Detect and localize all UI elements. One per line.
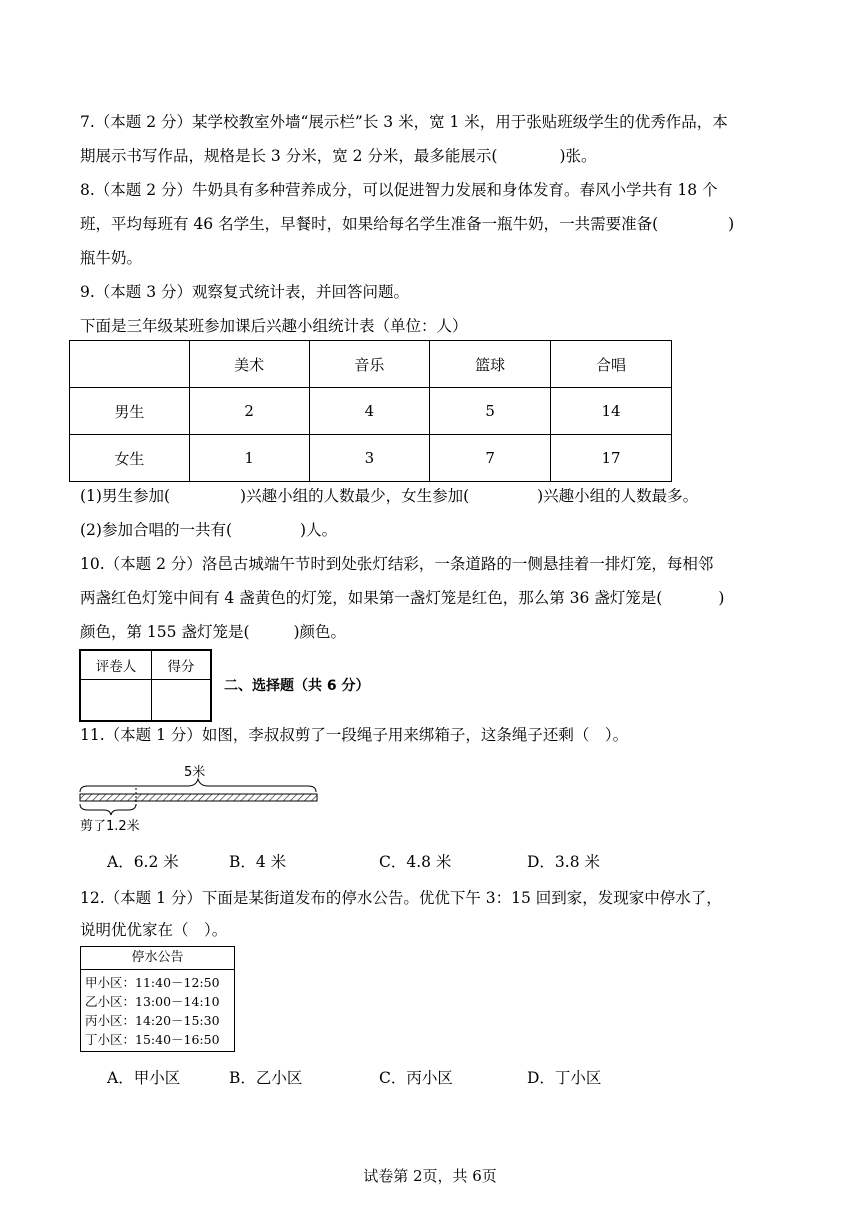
- q12-option-c[interactable]: C．丙小区: [379, 1069, 453, 1087]
- section-2-title: 二、选择题（共 6 分）: [224, 678, 370, 694]
- notice-title: 停水公告: [81, 947, 234, 970]
- table-cell: 4: [309, 388, 430, 435]
- q11-option-d[interactable]: D．3.8 米: [527, 853, 601, 871]
- q11-option-a[interactable]: A．6.2 米: [107, 853, 179, 871]
- q8-text-after-blank: ): [728, 215, 735, 233]
- table-cell: 女生: [70, 435, 190, 482]
- cut-length-brace: [80, 804, 136, 815]
- q11-option-b[interactable]: B．4 米: [229, 853, 287, 871]
- q9-sub-2: [80, 520, 337, 540]
- q10-line-2: [80, 588, 724, 608]
- q7-line-1: 7.（本题 2 分）某学校教室外墙“展示栏”长 3 米，宽 1 米，用于张贴班级学生的优秀作品，本: [80, 113, 728, 131]
- table-cell: 2: [189, 388, 309, 435]
- score-cell[interactable]: [152, 680, 212, 722]
- water-outage-notice: [80, 946, 235, 1052]
- q10-line3-text-b: )颜色。: [293, 623, 347, 641]
- q7-line-2: [80, 146, 597, 166]
- q7-text-before-blank: 期展示书写作品，规格是长 3 分米，宽 2 分米，最多能展示(: [80, 147, 498, 165]
- rope-bar: [80, 794, 317, 801]
- q12-option-d[interactable]: D．丁小区: [527, 1069, 602, 1087]
- q8-line-1: 8.（本题 2 分）牛奶具有多种营养成分，可以促进智力发展和身体发育。春风小学共有 18 个: [80, 181, 718, 199]
- table-cell: 14: [551, 388, 672, 435]
- q10-line3-text-a: 颜色，第 155 盏灯笼是(: [80, 623, 250, 641]
- q11-question: 11.（本题 1 分）如图，李叔叔剪了一段绳子用来绑箱子，这条绳子还剩（ ）。: [80, 726, 629, 744]
- q8-line-2: [80, 214, 734, 234]
- q9-sub1-text-a: (1)男生参加(: [80, 487, 171, 505]
- q9-line-1: 9.（本题 3 分）观察复式统计表，并回答问题。: [80, 283, 410, 301]
- cut-length-label: 剪了1.2米: [80, 819, 140, 834]
- table-cell: 男生: [70, 388, 190, 435]
- table-row: [70, 388, 672, 435]
- table-header-cell: [70, 341, 190, 388]
- table-cell: 7: [430, 435, 551, 482]
- rope-diagram: [76, 760, 326, 835]
- q12-option-b[interactable]: B．乙小区: [229, 1069, 303, 1087]
- table-cell: 17: [551, 435, 672, 482]
- interest-group-table: [69, 340, 672, 482]
- q10-line-3: [80, 622, 346, 642]
- q7-text-after-blank: )张。: [559, 147, 597, 165]
- table-row: [70, 435, 672, 482]
- q9-table-caption: 下面是三年级某班参加课后兴趣小组统计表（单位：人）: [80, 317, 468, 335]
- q9-sub-1: [80, 486, 698, 506]
- q9-sub2-text-a: (2)参加合唱的一共有(: [80, 521, 233, 539]
- notice-row: 丁小区：15:40－16:50: [85, 1032, 220, 1047]
- q10-line-1: 10.（本题 2 分）洛邑古城端午节时到处张灯结彩，一条道路的一侧悬挂着一排灯笼，每相邻: [80, 555, 714, 573]
- table-cell: 1: [189, 435, 309, 482]
- score-header: 得分: [152, 650, 212, 680]
- table-header-cell: 篮球: [430, 341, 551, 388]
- table-header-cell: 美术: [189, 341, 309, 388]
- q9-sub2-text-b: )人。: [300, 521, 338, 539]
- reviewer-cell[interactable]: [80, 680, 152, 722]
- q9-sub1-text-c: )兴趣小组的人数最多。: [537, 487, 699, 505]
- page-footer: 试卷第 2页，共 6页: [363, 1167, 497, 1185]
- table-header-cell: 合唱: [551, 341, 672, 388]
- q10-text-before-blank: 两盏红色灯笼中间有 4 盏黄色的灯笼，如果第一盏灯笼是红色，那么第 36 盏灯笼是(: [80, 589, 663, 607]
- table-header-cell: 音乐: [309, 341, 430, 388]
- notice-row: 乙小区：13:00－14:10: [85, 994, 220, 1009]
- total-length-brace: [80, 779, 316, 792]
- notice-row: 丙小区：14:20－15:30: [85, 1013, 220, 1028]
- table-cell: 5: [430, 388, 551, 435]
- score-box: [79, 649, 212, 722]
- reviewer-header: 评卷人: [80, 650, 152, 680]
- total-length-label: 5米: [184, 765, 206, 780]
- q12-line-2: 说明优优家在（ ）。: [80, 921, 228, 939]
- table-header-row: [70, 341, 672, 388]
- q8-text-before-blank: 班，平均每班有 46 名学生，早餐时，如果给每名学生准备一瓶牛奶，一共需要准备(: [80, 215, 659, 233]
- table-cell: 3: [309, 435, 430, 482]
- q11-option-c[interactable]: C．4.8 米: [379, 853, 452, 871]
- q12-option-a[interactable]: A．甲小区: [107, 1069, 181, 1087]
- q8-line-3: 瓶牛奶。: [80, 249, 143, 267]
- q9-sub1-text-b: )兴趣小组的人数最少，女生参加(: [240, 487, 470, 505]
- q10-text-after-blank: ): [718, 589, 725, 607]
- q12-line-1: 12.（本题 1 分）下面是某街道发布的停水公告。优优下午 3：15 回到家，发现家中停水了，: [80, 889, 722, 907]
- notice-row: 甲小区：11:40－12:50: [85, 975, 220, 990]
